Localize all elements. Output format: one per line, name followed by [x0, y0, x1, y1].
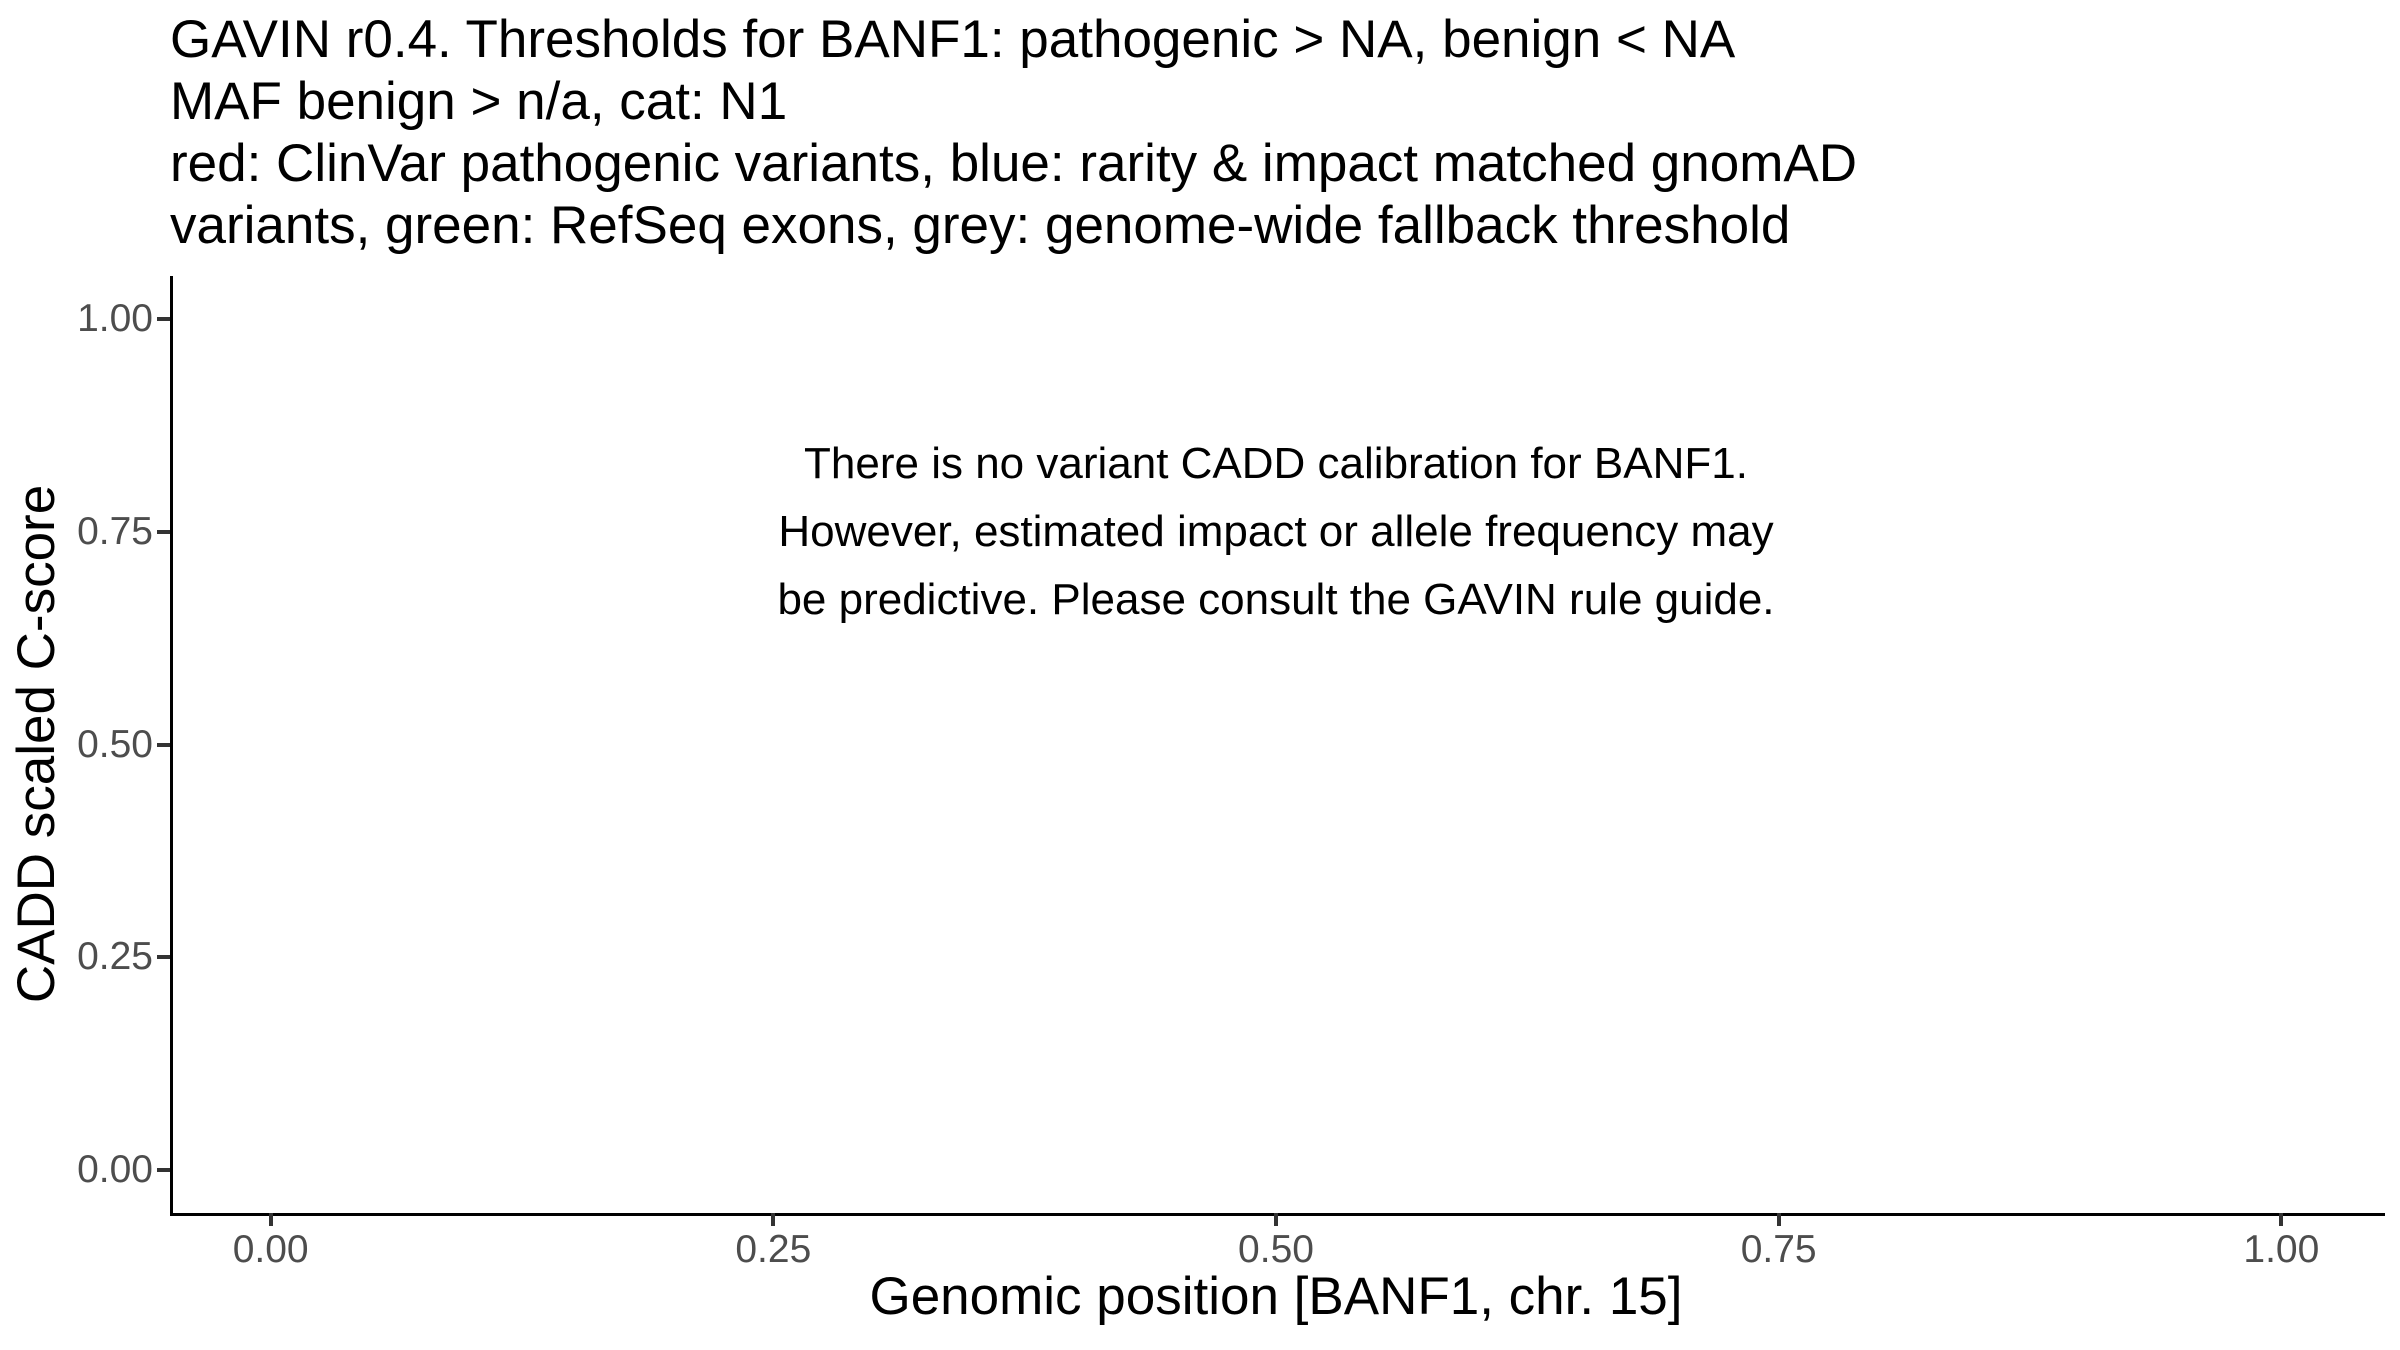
annotation-line-2: However, estimated impact or allele frequency may: [778, 507, 1774, 556]
y-axis-title: CADD scaled C-score: [7, 484, 66, 1004]
x-tick-label: 0.00: [232, 1228, 309, 1271]
annotation-line-3: be predictive. Please consult the GAVIN rule guide.: [777, 575, 1775, 624]
y-tick-mark: [157, 955, 170, 959]
x-tick-label: 1.00: [2243, 1228, 2320, 1271]
x-tick-mark: [771, 1213, 775, 1226]
plot-title: [170, 9, 1857, 257]
plot-panel: [170, 276, 2385, 1216]
plot-title-line-4: variants, green: RefSeq exons, grey: genome-wide fallback threshold: [170, 196, 1791, 255]
y-tick-label: 1.00: [77, 296, 153, 340]
x-tick-mark: [269, 1213, 273, 1226]
x-tick-mark: [2279, 1213, 2283, 1226]
y-tick-mark: [157, 1168, 170, 1172]
x-tick-mark: [1274, 1213, 1278, 1226]
y-tick-label: 0.25: [77, 935, 153, 979]
y-tick-mark: [157, 743, 170, 747]
plot-title-line-1: GAVIN r0.4. Thresholds for BANF1: pathogenic > NA, benign < NA: [170, 10, 1736, 69]
x-tick-mark: [1777, 1213, 1781, 1226]
annotation-line-1: There is no variant CADD calibration for BANF1.: [804, 439, 1748, 488]
y-tick-label: 0.75: [77, 509, 153, 553]
x-tick-label: 0.50: [1238, 1228, 1314, 1271]
x-tick-label: 0.25: [735, 1228, 812, 1271]
no-calibration-annotation: [170, 430, 2382, 634]
x-axis-title: Genomic position [BANF1, chr. 15]: [869, 1267, 1683, 1326]
y-tick-mark: [157, 530, 170, 534]
y-tick-label: 0.00: [77, 1148, 153, 1192]
y-tick-label: 0.50: [77, 722, 153, 766]
plot-title-line-2: MAF benign > n/a, cat: N1: [170, 72, 788, 131]
y-tick-mark: [157, 317, 170, 321]
plot-title-line-3: red: ClinVar pathogenic variants, blue: rarity & impact matched gnomAD: [170, 134, 1857, 193]
x-tick-label: 0.75: [1740, 1228, 1817, 1271]
